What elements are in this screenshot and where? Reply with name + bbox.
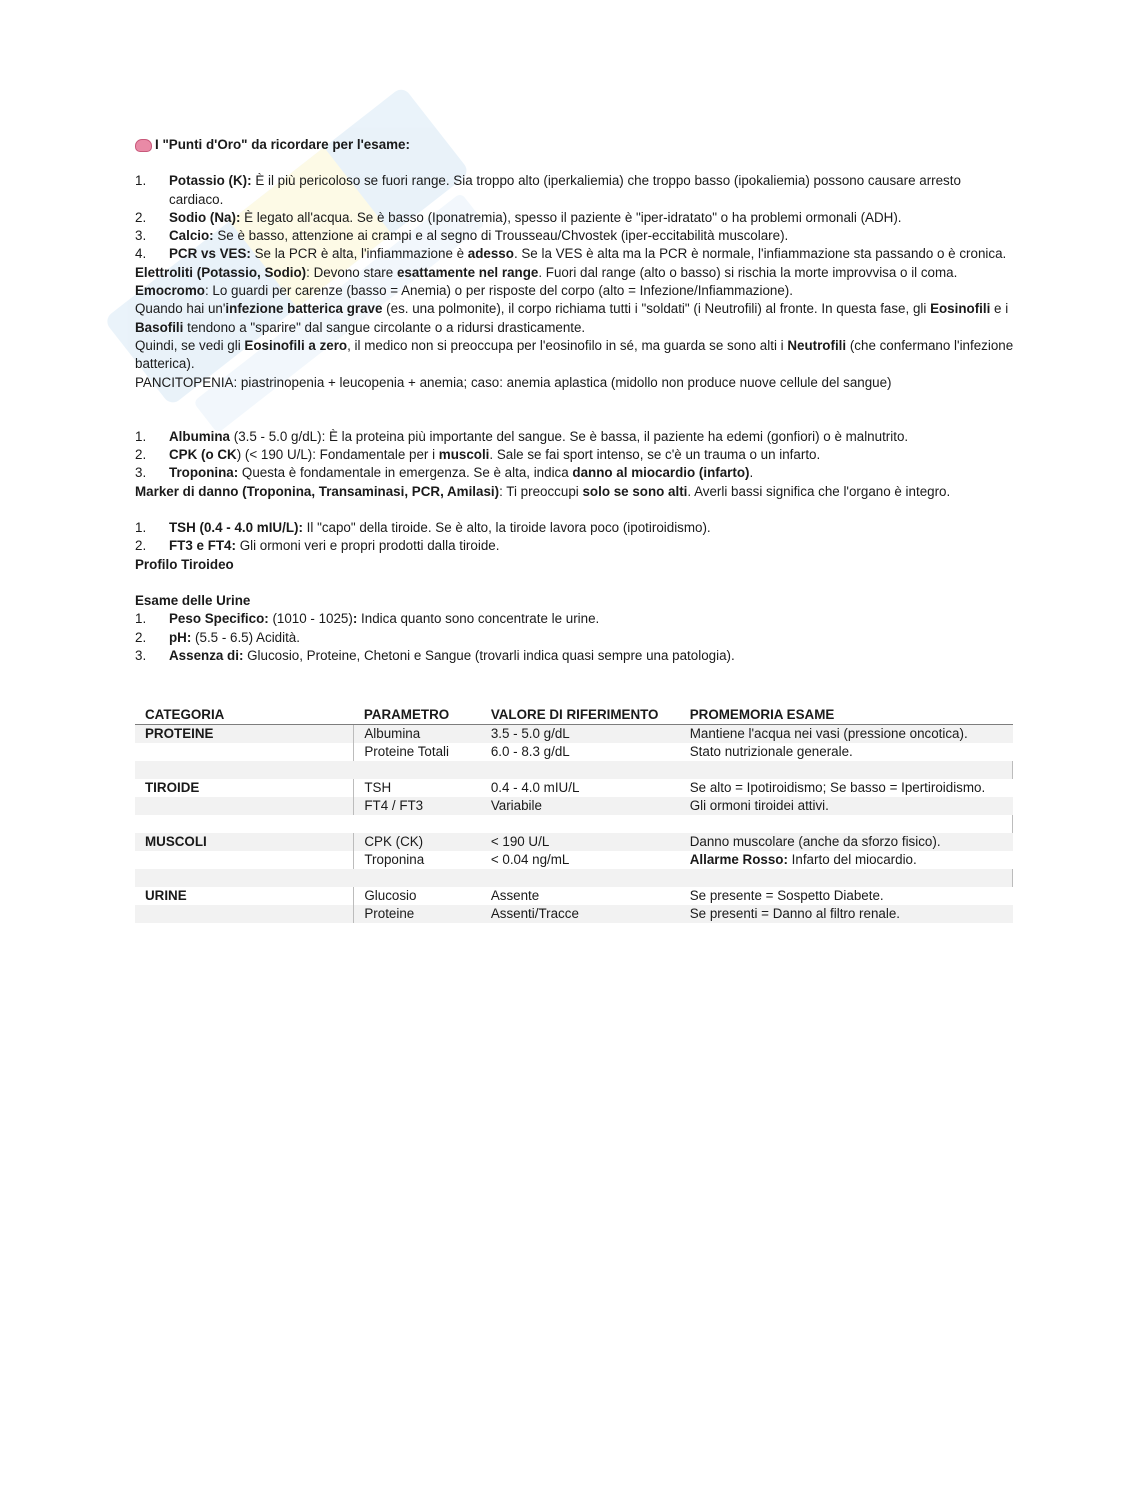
reference-table xyxy=(135,705,1013,923)
table-row: PROTEINE Albumina 3.5 - 5.0 g/dL Mantiene l'acqua nei vasi (pressione oncotica). xyxy=(135,725,1013,744)
list-item: 2. Sodio (Na): È legato all'acqua. Se è basso (Iponatremia), spesso il paziente è "iper-idratato" o ha problemi ormonali (ADH). xyxy=(135,209,902,225)
table-header-row xyxy=(135,705,1013,725)
list-item: 3. Calcio: Se è basso, attenzione ai crampi e al segno di Trousseau/Chvostek (iper-eccitabilità muscolare). xyxy=(135,228,789,244)
table-row: TIROIDE TSH 0.4 - 4.0 mIU/L Se alto = Ipotiroidismo; Se basso = Ipertiroidismo. xyxy=(135,779,1013,797)
column-header: VALORE DI RIFERIMENTO xyxy=(481,705,680,725)
table-row: Proteine Assenti/Tracce Se presenti = Danno al filtro renale. xyxy=(135,905,1013,923)
table-row: URINE Glucosio Assente Se presente = Sospetto Diabete. xyxy=(135,887,1013,905)
table-spacer-row xyxy=(135,815,1013,833)
urine-title: Esame delle Urine xyxy=(135,592,251,608)
thyroid-list xyxy=(135,519,1015,556)
list-item: 2. pH: (5.5 - 6.5) Acidità. xyxy=(135,629,300,645)
section-heading: I "Punti d'Oro" da ricordare per l'esame: xyxy=(135,136,1015,154)
table-spacer-row xyxy=(135,761,1013,779)
list-item: 2. FT3 e FT4: Gli ormoni veri e propri prodotti dalla tiroide. xyxy=(135,538,500,554)
list-item: 3. Troponina: Questa è fondamentale in emergenza. Se è alta, indica danno al miocardio (infarto). xyxy=(135,465,754,481)
list-item: 1. TSH (0.4 - 4.0 mIU/L): Il "capo" della tiroide. Se è alto, la tiroide lavora poco (ipotiroidismo). xyxy=(135,520,711,536)
golden-points-list xyxy=(135,172,1015,263)
brain-icon xyxy=(135,139,152,152)
markers-list xyxy=(135,428,1015,483)
table-row: MUSCOLI CPK (CK) < 190 U/L Danno muscolare (anche da sforzo fisico). xyxy=(135,833,1013,851)
paragraph-pancitopenia: PANCITOPENIA: piastrinopenia + leucopenia + anemia; caso: anemia aplastica (midollo non produce nuove cellule del sangue) xyxy=(135,374,892,390)
paragraph-marker: Marker di danno (Troponina, Transaminasi, PCR, Amilasi): Ti preoccupi solo se sono alti. Averli bassi significa che l'organo è integro. xyxy=(135,483,951,499)
column-header: CATEGORIA xyxy=(135,705,354,725)
paragraph-quindi: Quindi, se vedi gli Eosinofili a zero, il medico non si preoccupa per l'eosinofilo in sé, ma guarda se sono alti i Neutrofili (che confermano l'infezione batterica). xyxy=(135,337,1014,372)
paragraph-elettroliti: Elettroliti (Potassio, Sodio): Devono stare esattamente nel range. Fuori dal range (alto o basso) si rischia la morte improvvisa o il coma. xyxy=(135,264,958,280)
list-item: 2. CPK (o CK) (< 190 U/L): Fondamentale per i muscoli. Sale se fai sport intenso, se c'è un trauma o un infarto. xyxy=(135,447,821,463)
paragraph-emocromo: Emocromo: Lo guardi per carenze (basso = Anemia) o per risposte del corpo (alto = Infezione/Infiammazione). xyxy=(135,283,793,299)
table-row: FT4 / FT3 Variabile Gli ormoni tiroidei attivi. xyxy=(135,797,1013,815)
table-row: Proteine Totali 6.0 - 8.3 g/dL Stato nutrizionale generale. xyxy=(135,743,1013,761)
document-body xyxy=(135,136,1015,923)
list-item: 1. Peso Specifico: (1010 - 1025): Indica quanto sono concentrate le urine. xyxy=(135,611,600,627)
thyroid-title: Profilo Tiroideo xyxy=(135,556,234,572)
urine-list xyxy=(135,610,1015,665)
list-item: 1. Albumina (3.5 - 5.0 g/dL): È la proteina più importante del sangue. Se è bassa, il paziente ha edemi (gonfiori) o è malnutrito. xyxy=(135,428,909,444)
table-row: Troponina < 0.04 ng/mL Allarme Rosso: Infarto del miocardio. xyxy=(135,851,1013,869)
paragraph-infezione: Quando hai un'infezione batterica grave (es. una polmonite), il corpo richiama tutti i "soldati" (i Neutrofili) al fronte. In questa fase, gli Eosinofili e i Basofili tendono a "sparire" dal sangue circolante o a ridursi drasticamente. xyxy=(135,301,1009,335)
list-item: 3. Assenza di: Glucosio, Proteine, Chetoni e Sangue (trovarli indica quasi sempre una patologia). xyxy=(135,647,735,663)
table-spacer-row xyxy=(135,869,1013,887)
column-header: PROMEMORIA ESAME xyxy=(680,705,1013,725)
list-item: 1. Potassio (K): È il più pericoloso se fuori range. Sia troppo alto (iperkaliemia) che troppo basso (ipokaliemia) possono causare arresto cardiaco. xyxy=(135,173,961,207)
list-item: 4. PCR vs VES: Se la PCR è alta, l'infiammazione è adesso. Se la VES è alta ma la PCR è normale, l'infiammazione sta passando o è cronica. xyxy=(135,246,1007,262)
column-header: PARAMETRO xyxy=(354,705,481,725)
